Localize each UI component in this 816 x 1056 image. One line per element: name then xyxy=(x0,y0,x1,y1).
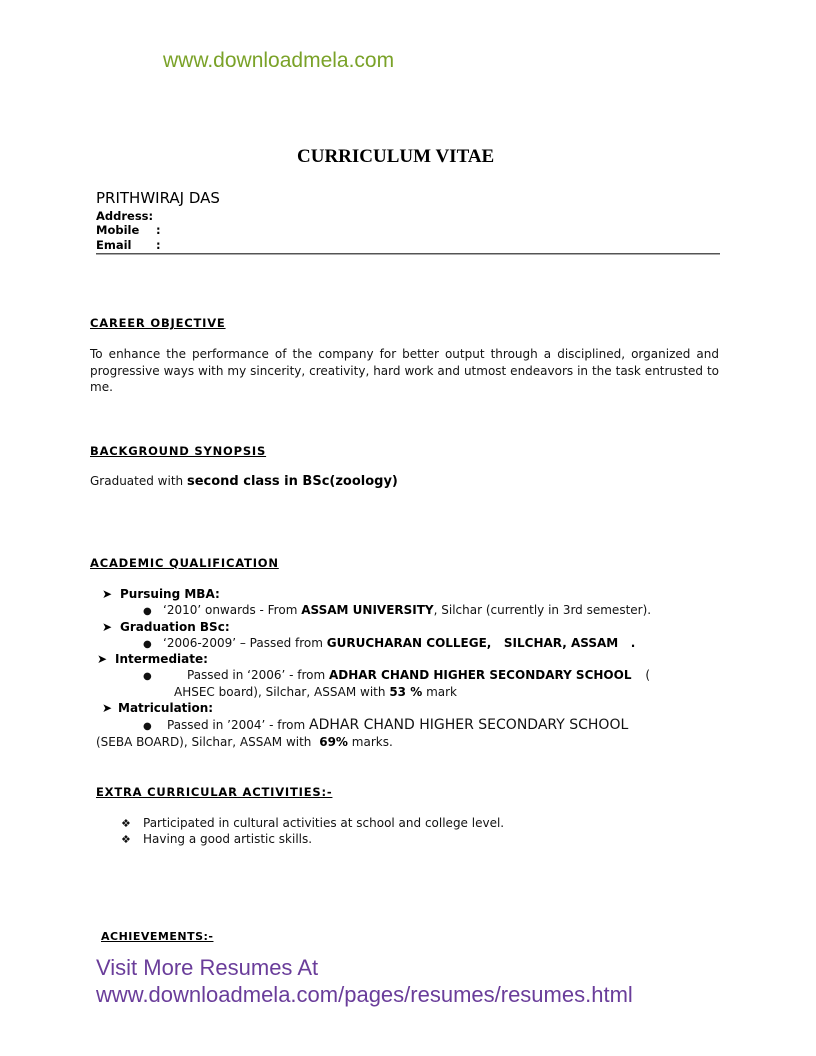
activity-text: Having a good artistic skills. xyxy=(143,832,313,846)
qualification-bsc-detail xyxy=(143,636,635,650)
qualification-title: Graduation BSc: xyxy=(120,620,230,634)
qualification-intermediate-title xyxy=(97,652,208,666)
career-objective-text: To enhance the performance of the company for better output through a disciplined, organized and progressive ways with my sincerity, creativity, hard work and utmost endeavors in the task entrusted to me. xyxy=(90,347,719,394)
background-synopsis-text xyxy=(90,474,398,489)
career-objective-heading: CAREER OBJECTIVE xyxy=(90,316,226,330)
detail-text: marks. xyxy=(351,735,393,749)
qualification-matriculation-detail-line2 xyxy=(96,735,393,749)
site-link[interactable]: www.downloadmela.com xyxy=(163,49,395,72)
detail-text: AHSEC board), Silchar, ASSAM with xyxy=(174,685,386,699)
arrow-icon: ➤ xyxy=(102,701,113,715)
bullet-icon: ● xyxy=(143,721,152,732)
qualification-matriculation-title xyxy=(102,701,213,715)
institution-name: ADHAR CHAND HIGHER SECONDARY SCHOOL xyxy=(329,668,632,682)
detail-text: ( xyxy=(645,668,650,682)
email-label: Email xyxy=(96,238,132,252)
detail-text: (SEBA BOARD), Silchar, ASSAM with xyxy=(96,735,312,749)
candidate-name: PRITHWIRAJ DAS xyxy=(96,189,220,207)
background-synopsis-heading: BACKGROUND SYNOPSIS xyxy=(90,444,267,458)
qualification-matriculation-detail xyxy=(143,717,628,733)
detail-text: mark xyxy=(426,685,457,699)
header-divider xyxy=(96,253,720,255)
mobile-line xyxy=(96,223,161,237)
email-line xyxy=(96,238,161,252)
bullet-icon: ● xyxy=(143,606,152,617)
page-title: CURRICULUM VITAE xyxy=(297,146,495,167)
qualification-title: Pursuing MBA: xyxy=(120,587,220,601)
institution-name: GURUCHARAN COLLEGE, SILCHAR, ASSAM . xyxy=(326,636,636,650)
institution-name: ADHAR CHAND HIGHER SECONDARY SCHOOL xyxy=(309,717,629,733)
footer-visit-text: Visit More Resumes At xyxy=(96,955,319,980)
detail-text: ‘2006-2009’ – Passed from xyxy=(163,636,323,650)
qualification-bsc-title xyxy=(102,620,230,634)
detail-text: Passed in ‘2006’ - from xyxy=(187,668,326,682)
address-label: Address: xyxy=(96,209,154,223)
detail-text: ‘2010’ onwards - From xyxy=(163,603,298,617)
qualification-title: Matriculation: xyxy=(118,701,214,715)
achievements-heading: ACHIEVEMENTS:- xyxy=(101,930,214,943)
arrow-icon: ➤ xyxy=(102,620,113,634)
address-line xyxy=(96,209,153,223)
bullet-icon: ● xyxy=(143,671,152,682)
diamond-bullet-icon: ❖ xyxy=(121,833,131,846)
qualification-title: Intermediate: xyxy=(115,652,208,666)
extra-curricular-item xyxy=(121,832,312,846)
detail-text: , Silchar (currently in 3rd semester). xyxy=(433,603,652,617)
score: 53 % xyxy=(389,685,423,699)
bullet-icon: ● xyxy=(143,639,152,650)
background-prefix: Graduated with xyxy=(90,474,184,488)
academic-qualification-heading: ACADEMIC QUALIFICATION xyxy=(90,556,279,570)
background-highlight: second class in BSc(zoology) xyxy=(186,474,398,489)
qualification-mba-title xyxy=(102,587,220,601)
qualification-mba-detail xyxy=(143,603,651,617)
extra-curricular-item xyxy=(121,816,504,830)
arrow-icon: ➤ xyxy=(102,587,113,601)
score: 69% xyxy=(319,735,348,749)
mobile-label: Mobile xyxy=(96,223,140,237)
arrow-icon: ➤ xyxy=(97,652,108,666)
qualification-intermediate-detail-line2 xyxy=(174,685,457,699)
email-separator: : xyxy=(156,238,161,252)
mobile-separator: : xyxy=(156,223,161,237)
extra-curricular-heading: EXTRA CURRICULAR ACTIVITIES:- xyxy=(96,785,333,799)
qualification-intermediate-detail xyxy=(143,668,650,682)
activity-text: Participated in cultural activities at school and college level. xyxy=(143,816,505,830)
institution-name: ASSAM UNIVERSITY xyxy=(301,603,434,617)
footer-resumes-link[interactable]: www.downloadmela.com/pages/resumes/resumes.html xyxy=(96,982,633,1007)
diamond-bullet-icon: ❖ xyxy=(121,817,131,830)
detail-text: Passed in ’2004’ - from xyxy=(167,718,306,732)
